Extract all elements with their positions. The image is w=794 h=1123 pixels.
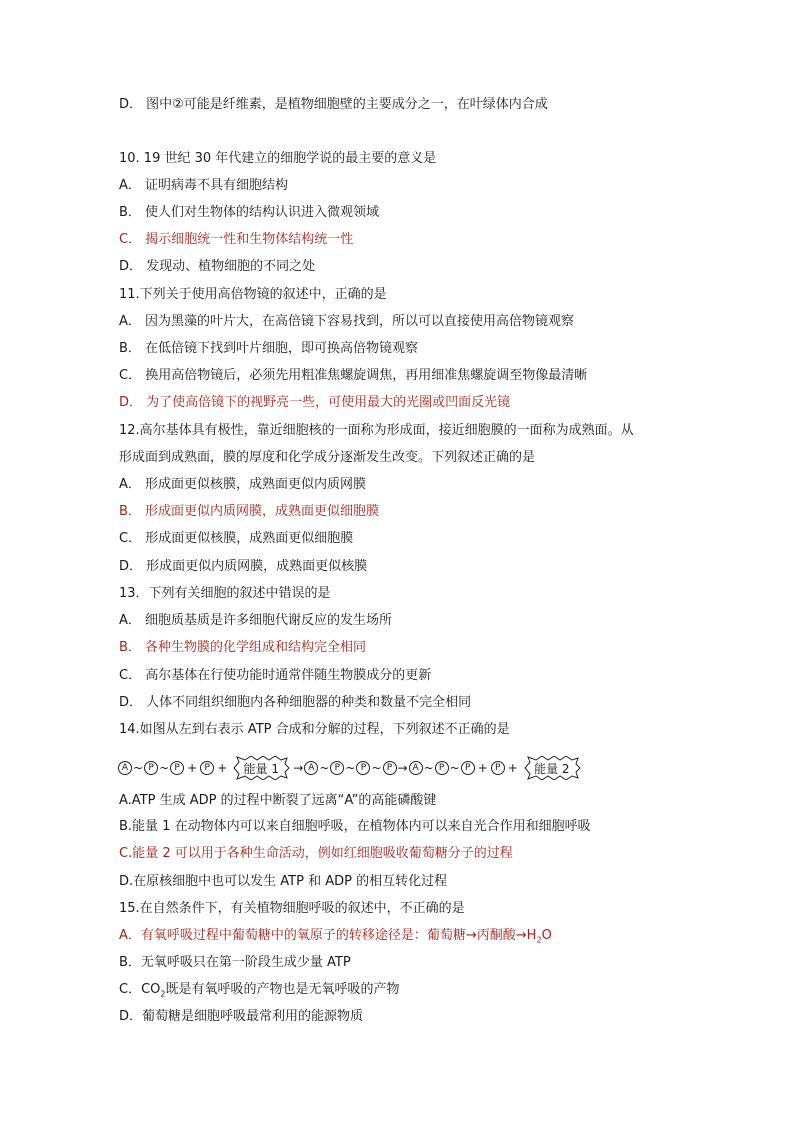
energy-2-label: 能量 2: [534, 761, 570, 776]
q15c-text-end: 既是有氧呼吸的产物也是无氧呼吸的产物: [165, 982, 400, 997]
phosphate-circle: P: [356, 761, 370, 775]
energy-1-burst: [232, 756, 290, 780]
q11-option-c: C． 换用高倍物镜后，必须先用粗准焦螺旋调焦，再用细准焦螺旋调至物像最清晰: [119, 368, 588, 383]
bond: ~: [133, 761, 144, 775]
q15a-text: A．有氧呼吸过程中葡萄糖中的氧原子的转移途径是：葡萄糖→丙酮酸→H: [119, 928, 537, 943]
q11-option-a: A． 因为黑藻的叶片大，在高倍镜下容易找到，所以可以直接使用高倍物镜观察: [119, 314, 575, 329]
phosphate-circle: P: [461, 761, 475, 775]
q10-option-c-answer: C． 揭示细胞统一性和生物体结构统一性: [119, 232, 354, 247]
q15c-text: C．CO: [119, 982, 161, 997]
adenosine-circle: A: [304, 761, 318, 775]
q11-stem: 11.下列关于使用高倍物镜的叙述中，正确的是: [119, 287, 387, 302]
q10-option-a: A． 证明病毒不具有细胞结构: [119, 178, 289, 193]
bond: ~: [319, 761, 330, 775]
energy-2-burst: [523, 756, 581, 780]
adenosine-circle: A: [118, 761, 132, 775]
q13-option-b-answer: B． 各种生物膜的化学组成和结构完全相同: [119, 640, 367, 655]
energy-1-label: 能量 1: [243, 761, 279, 776]
q15-stem: 15.在自然条件下，有关植物细胞呼吸的叙述中，不正确的是: [119, 901, 465, 916]
q12-option-c: C． 形成面更似核膜，成熟面更似细胞膜: [119, 531, 354, 546]
q13-option-a: A． 细胞质基质是许多细胞代谢反应的发生场所: [119, 613, 393, 628]
q15a-text-end: O: [541, 928, 552, 943]
high-energy-bond: ~: [345, 761, 356, 775]
q14-option-d: D.在原核细胞中也可以发生 ATP 和 ADP 的相互转化过程: [119, 874, 448, 889]
q13-option-d: D． 人体不同组织细胞内各种细胞器的种类和数量不完全相同: [119, 695, 472, 710]
plus-sign: +: [217, 761, 228, 775]
plus-sign: +: [187, 761, 198, 775]
high-energy-bond: ~: [371, 761, 382, 775]
arrow-right-icon: →: [293, 761, 304, 775]
q9-option-d: D． 图中②可能是纤维素，是植物细胞壁的主要成分之一，在叶绿体内合成: [119, 97, 548, 112]
q12-stem-line2: 形成面到成熟面，膜的厚度和化学成分逐渐发生改变。下列叙述正确的是: [119, 450, 536, 465]
q14-option-a: A.ATP 生成 ADP 的过程中断裂了远离“A”的高能磷酸键: [119, 793, 437, 808]
adenosine-circle: A: [409, 761, 423, 775]
q15a-subscript: 2: [536, 935, 542, 945]
q11-option-d-answer: D． 为了使高倍镜下的视野亮一些，可使用最大的光圈或凹面反光镜: [119, 395, 511, 410]
phosphate-circle: P: [170, 761, 184, 775]
q15c-subscript: 2: [160, 989, 166, 999]
phosphate-circle: P: [435, 761, 449, 775]
phosphate-circle: P: [200, 761, 214, 775]
q14-option-c-answer: C.能量 2 可以用于各种生命活动，例如红细胞吸收葡萄糖分子的过程: [119, 846, 513, 861]
q12-stem-line1: 12.高尔基体具有极性，靠近细胞核的一面称为形成面，接近细胞膜的一面称为成熟面。从: [119, 423, 634, 438]
q14-stem: 14.如图从左到右表示 ATP 合成和分解的过程，下列叙述不正确的是: [119, 722, 510, 737]
phosphate-circle: P: [330, 761, 344, 775]
q10-stem: 10. 19 世纪 30 年代建立的细胞学说的最主要的意义是: [119, 151, 437, 166]
q13-option-c: C． 高尔基体在行使功能时通常伴随生物膜成分的更新: [119, 668, 432, 683]
high-energy-bond: ~: [449, 761, 460, 775]
q13-stem: 13．下列有关细胞的叙述中错误的是: [119, 586, 331, 601]
q12-option-d: D． 形成面更似内质网膜，成熟面更似核膜: [119, 559, 368, 574]
q15-option-c: [119, 981, 400, 999]
bond: ~: [423, 761, 434, 775]
q12-option-a: A． 形成面更似核膜，成熟面更似内质网膜: [119, 477, 367, 492]
q15-option-d: D．葡萄糖是细胞呼吸最常利用的能源物质: [119, 1009, 364, 1024]
q10-option-d: D． 发现动、植物细胞的不同之处: [119, 259, 316, 274]
atp-diagram: [118, 756, 583, 780]
phosphate-circle: P: [491, 761, 505, 775]
q12-option-b-answer: B． 形成面更似内质网膜，成熟面更似细胞膜: [119, 504, 380, 519]
q15-option-b: B．无氧呼吸只在第一阶段生成少量 ATP: [119, 955, 351, 970]
arrow-right-icon: →: [397, 761, 408, 775]
q11-option-b: B． 在低倍镜下找到叶片细胞，即可换高倍物镜观察: [119, 341, 419, 356]
plus-sign: +: [477, 761, 488, 775]
q14-option-b: B.能量 1 在动物体内可以来自细胞呼吸，在植物体内可以来自光合作用和细胞呼吸: [119, 819, 591, 834]
high-energy-bond: ~: [159, 761, 170, 775]
phosphate-circle: P: [144, 761, 158, 775]
q10-option-b: B． 使人们对生物体的结构认识进入微观领域: [119, 205, 380, 220]
q15-option-a-answer: [119, 927, 552, 945]
plus-sign: +: [507, 761, 518, 775]
phosphate-circle: P: [383, 761, 397, 775]
